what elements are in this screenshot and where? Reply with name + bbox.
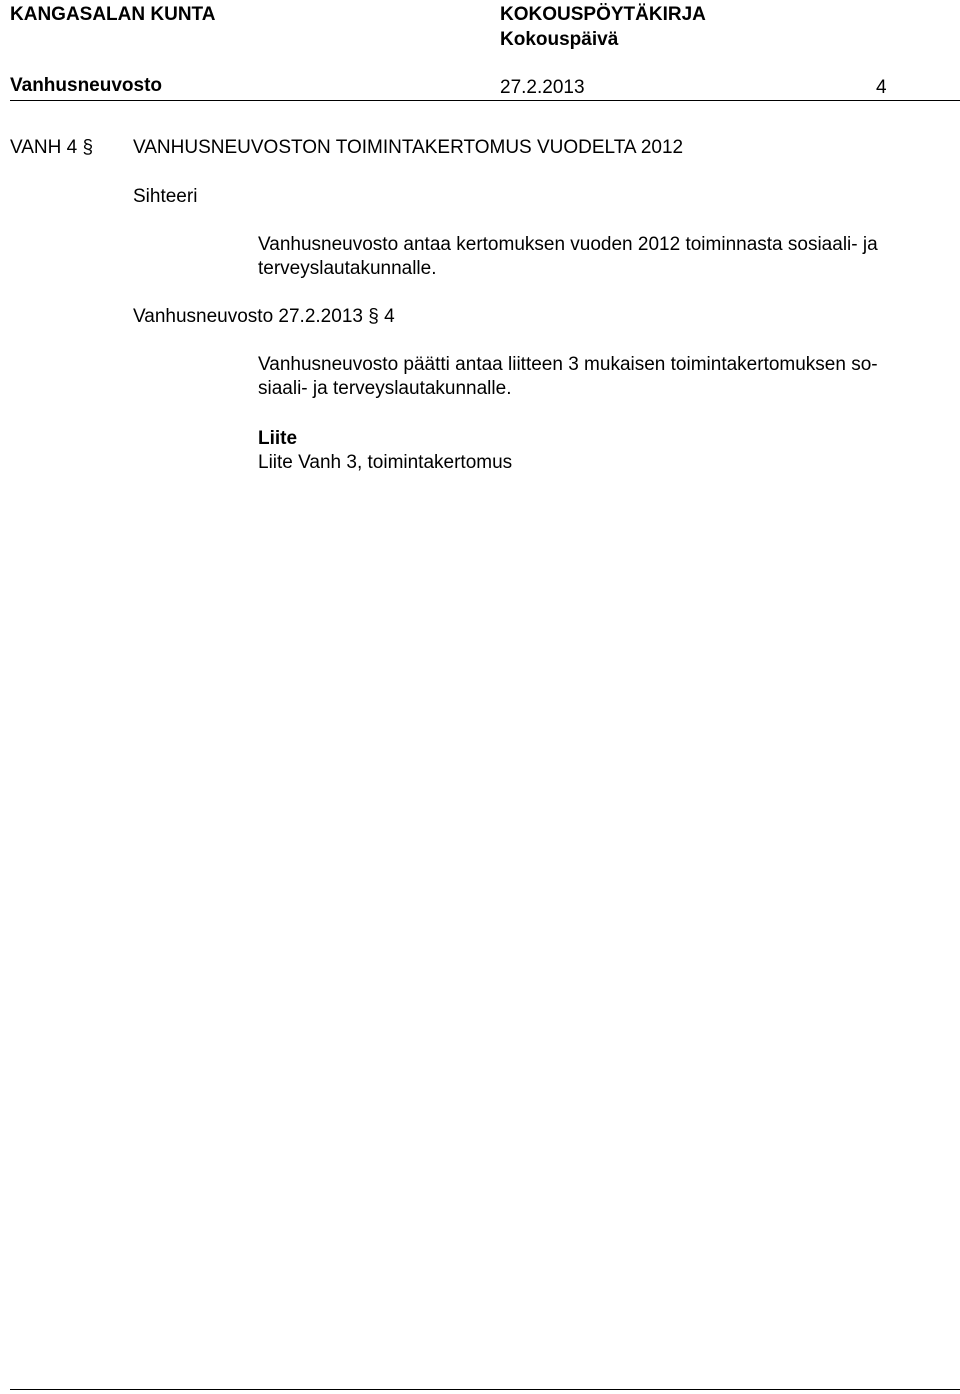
section-number: VANH 4 § (10, 137, 94, 158)
header-divider (10, 100, 960, 101)
organization-name: KANGASALAN KUNTA (10, 4, 216, 25)
meeting-date: 27.2.2013 (500, 77, 585, 98)
attachment-item: Liite Vanh 3, toimintakertomus (258, 452, 513, 473)
preparer-label: Sihteeri (133, 186, 198, 207)
page-number: 4 (876, 77, 887, 98)
proposal-text (258, 233, 958, 281)
decision-line: siaali- ja terveyslautakunnalle. (258, 378, 512, 399)
decision-line: Vanhusneuvosto päätti antaa liitteen 3 mukaisen toimintakertomuksen so- (258, 354, 878, 375)
footer-divider (10, 1389, 960, 1390)
proposal-line: Vanhusneuvosto antaa kertomuksen vuoden 2012 toiminnasta sosiaali- ja (258, 234, 878, 255)
decision-label: Vanhusneuvosto 27.2.2013 § 4 (133, 306, 395, 327)
body-name: Vanhusneuvosto (10, 75, 163, 96)
decision-text (258, 353, 958, 401)
meeting-date-label: Kokouspäivä (500, 29, 619, 50)
proposal-line: terveyslautakunnalle. (258, 258, 437, 279)
document-type: KOKOUSPÖYTÄKIRJA (500, 4, 706, 25)
attachment-heading: Liite (258, 428, 298, 449)
section-title: VANHUSNEUVOSTON TOIMINTAKERTOMUS VUODELTA 2012 (133, 137, 684, 158)
